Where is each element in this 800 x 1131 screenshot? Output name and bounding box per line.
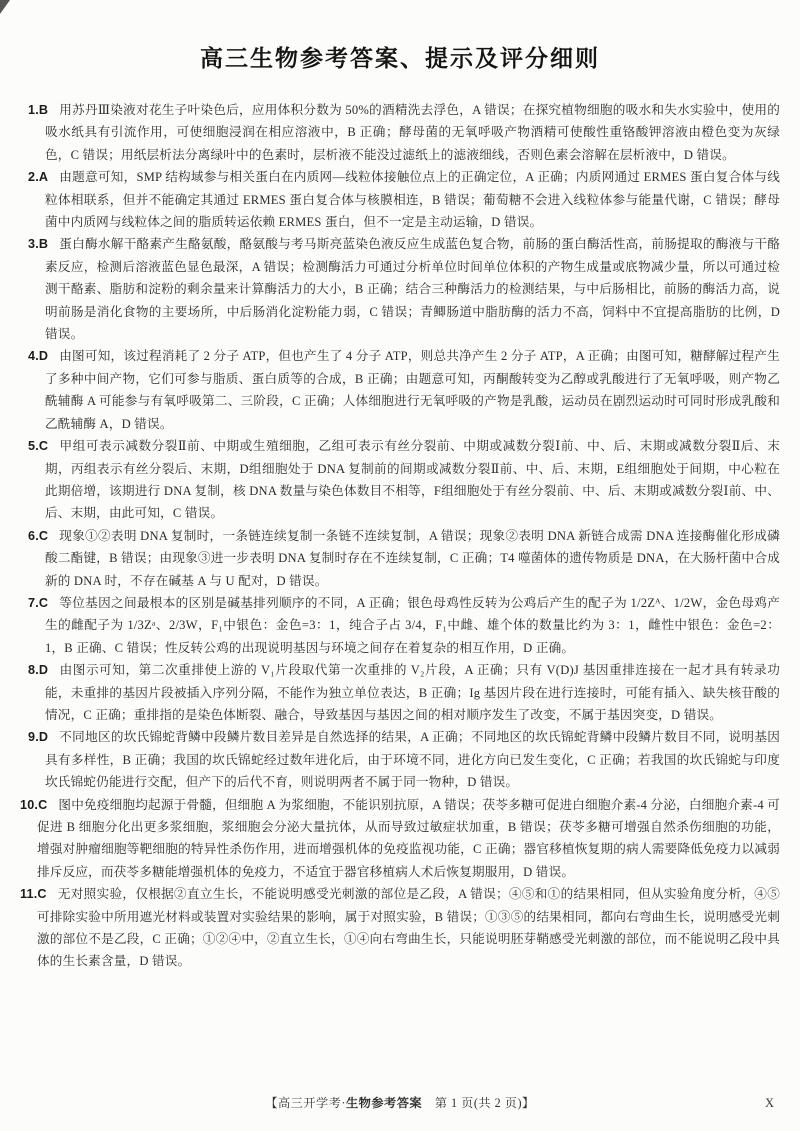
answer-text: 现象①②表明 DNA 复制时，一条链连续复制一条链不连续复制，A 错误；现象②表明 DNA 新链合成需 DNA 连接酶催化形成磷酸二酯键，B 错误；由现象③进一步表明 DNA 复制时存在不连续复制，C 正确；T4 噬菌体的遗传物质是 DNA，在大肠杆菌中合成新的 DNA 时，不存在碱基 A 与 U 配对，D 错误。	[45, 528, 780, 588]
answer-item	[28, 726, 780, 793]
answer-text: 等位基因之间最根本的区别是碱基排列顺序的不同，A 正确；银色母鸡性反转为公鸡后产生的配子为 1/2Zᴬ、1/2W，金色母鸡产生的雌配子为 1/3Zᵃ、2/3W，F₁中银色：金色=3：1，纯合子占 3/4，F₁中雌、雄个体的数量比约为 3：1，雌性中银色：金色=2：1，B 正确、C 错误；性反转公鸡的出现说明基因与环境之间存在着复杂的相互作用，D 正确。	[45, 595, 780, 655]
answer-item	[28, 659, 780, 726]
answer-label: 6.C	[28, 528, 49, 543]
footer-page-number: 第 1 页(共 2 页)】	[422, 1096, 535, 1110]
answer-text: 甲组可表示减数分裂Ⅱ前、中期或生殖细胞，乙组可表示有丝分裂前、中期或减数分裂Ⅰ前、中、后、末期或减数分裂Ⅱ后、末期，丙组表示有丝分裂后、末期，D组细胞处于 DNA 复制前的间期或减数分裂Ⅱ前、中、后、末期，E组细胞处于间期，中心粒在此期倍增，该期进行 DNA 复制，核 DNA 数量与染色体数目不相等，F组细胞处于有丝分裂前、中、后、末期或减数分裂Ⅰ前、中、后、末期，由此可知，C 错误。	[45, 439, 780, 521]
answer-item	[28, 525, 780, 592]
answer-item	[20, 883, 780, 973]
answer-item	[28, 99, 780, 166]
answer-label: 10.C	[20, 797, 48, 812]
footer-subject: 生物参考答案	[345, 1096, 423, 1110]
corner-mark: X	[764, 1096, 774, 1110]
answer-text: 由题意可知，SMP 结构域参与相关蛋白在内质网—线粒体接触位点上的正确定位，A 正确；内质网通过 ERMES 蛋白复合体与线粒体相联系，但并不能确定其通过 ERMES 蛋白复合体与核膜相连，B 错误；葡萄糖不会进入线粒体参与能量代谢，C 错误；酵母菌中内质网与线粒体之间的脂质转运依赖 ERMES 蛋白，但不一定是主动运输，D 错误。	[45, 170, 780, 230]
answer-text: 图中免疫细胞均起源于骨髓，但细胞 A 为浆细胞，不能识别抗原，A 错误；茯苓多糖可促进白细胞介素-4 分泌，白细胞介素-4 可促进 B 细胞分化出更多浆细胞，浆细胞会分泌大量抗体，从而导致过敏症状加重，B 错误；茯苓多糖可增强自然杀伤细胞的功能，增强对肿瘤细胞等靶细胞的特异性杀伤作用，进而增强机体的免疫监视功能，C 正确；器官移植恢复期的病人需要降低免疫力以减弱排斥反应，而茯苓多糖能增强机体的免疫力，不适宜于器官移植病人术后恢复期服用，D 错误。	[37, 797, 780, 879]
answer-text: 不同地区的坎氏锦蛇背鳞中段鳞片数目差异是自然选择的结果，A 正确；不同地区的坎氏锦蛇背鳞中段鳞片数目不同，说明基因具有多样性，B 正确；我国的坎氏锦蛇经过数年进化后，由于环境不同，进化方向已发生变化，C 正确；若我国的坎氏锦蛇与印度坎氏锦蛇仍能进行交配，但产下的后代不育，则说明两者不属于同一物种，D 错误。	[45, 730, 780, 790]
answer-label: 1.B	[28, 103, 49, 117]
answer-item	[28, 435, 780, 525]
answer-label: 2.A	[28, 170, 49, 185]
answers-list	[0, 99, 800, 973]
answer-label: 8.D	[28, 663, 49, 678]
answer-label: 4.D	[28, 349, 49, 364]
answer-label: 3.B	[28, 237, 49, 252]
answer-text: 由图示可知，第二次重排使上游的 V₁片段取代第一次重排的 V₂片段，A 正确；只有 V(D)J 基因重排连接在一起才具有转录功能，未重排的基因片段被插入序列分隔，不能作为独立单位表达，B 正确；Ig 基因片段在进行连接时，可能有插入、缺失核苷酸的情况，C 正确；重排指的是染色体断裂、融合，导致基因与基因之间的相对顺序发生了改变，不属于基因突变，D 错误。	[45, 663, 780, 722]
footer-exam-name: 【高三开学考·	[265, 1096, 346, 1110]
answer-label: 7.C	[28, 595, 49, 610]
answer-item	[28, 233, 780, 345]
answer-item	[28, 166, 780, 233]
answer-text: 蛋白酶水解干酪素产生酪氨酸，酪氨酸与考马斯亮蓝染色液反应生成蓝色复合物，前肠的蛋白酶活性高，前肠提取的酶液与干酪素反应，检测后溶液蓝色显色最深，A 错误；检测酶活力可通过分析单位时间单位体积的产物生成量或底物减少量，所以可通过检测干酪素、脂肪和淀粉的剩余量来计算酶活力的大小，B 正确；结合三种酶活力的检测结果，与中后肠相比，前肠的酶活力高，说明前肠是消化食物的主要场所，中后肠消化淀粉能力弱，C 错误；青鲫肠道中脂肪酶的活力不高，饲料中不宜提高脂肪的比例，D 错误。	[45, 237, 780, 342]
answer-item	[28, 592, 780, 659]
answer-label: 5.C	[28, 439, 49, 454]
answer-text: 无对照实验，仅根据②直立生长，不能说明感受光刺激的部位是乙段，A 错误；④⑤和①的结果相同，但从实验角度分析，④⑤可排除实验中所用遮光材料或装置对实验结果的影响，属于对照实验，B 错误；①③⑤的结果相同，都向右弯曲生长，说明感受光刺激的部位不是乙段，C 正确；①②④中，②直立生长，①④向右弯曲生长，只能说明胚芽鞘感受光刺激的部位，而不能说明乙段中具体的生长素含量，D 错误。	[37, 887, 780, 969]
answer-label: 9.D	[28, 730, 49, 745]
scan-artifact	[0, 0, 10, 14]
answer-text: 用苏丹Ⅲ染液对花生子叶染色后，应用体积分数为 50%的酒精洗去浮色，A 错误；在探究植物细胞的吸水和失水实验中，使用的吸水纸具有引流作用，可使细胞浸润在相应溶液中，B 正确；酵母菌的无氧呼吸产物酒精可使酸性重铬酸钾溶液由橙色变为灰绿色，C 错误；用纸层析法分离绿叶中的色素时，层析液不能没过滤纸上的滤液细线，否则色素会溶解在层析液中，D 错误。	[45, 103, 780, 162]
answer-label: 11.C	[20, 887, 47, 902]
page-title: 高三生物参考答案、提示及评分细则	[200, 45, 600, 71]
answer-item	[20, 794, 780, 884]
page-footer	[0, 1094, 800, 1111]
answer-text: 由图可知，该过程消耗了 2 分子 ATP，但也产生了 4 分子 ATP，则总共净产生 2 分子 ATP，A 正确；由图可知，糖酵解过程产生了多种中间产物，它们可参与脂质、蛋白质等的合成，B 正确；由题意可知，丙酮酸转变为乙醇或乳酸进行了无氧呼吸，则产物乙酰辅酶 A 可能参与有氧呼吸第二、三阶段，C 正确；人体细胞进行无氧呼吸的产物是乳酸，运动员在剧烈运动时可同时形成乳酸和乙酰辅酶 A，D 错误。	[45, 349, 780, 431]
answer-item	[28, 345, 780, 435]
